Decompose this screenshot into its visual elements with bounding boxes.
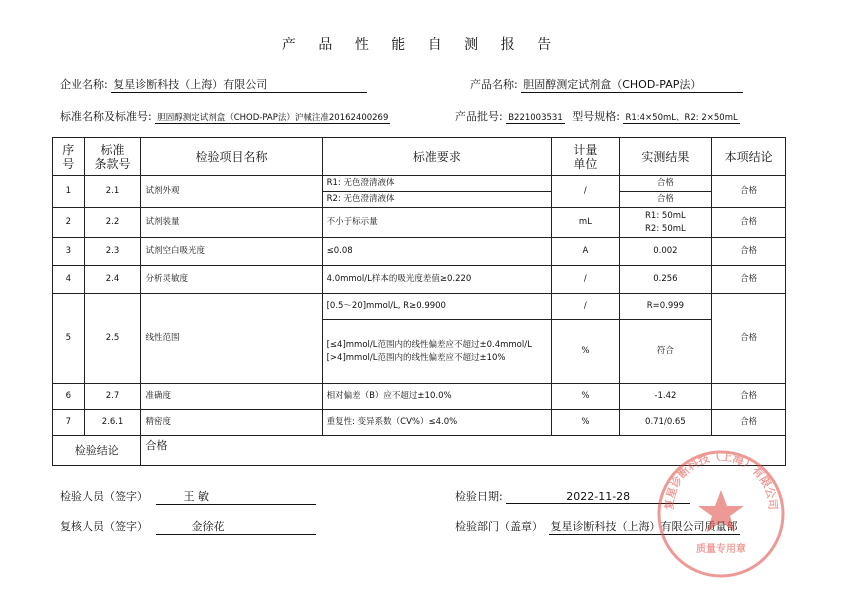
row-requirement: ≤0.08 [322, 238, 552, 266]
reviewer-label: 复核人员（签字） [60, 520, 148, 533]
reviewer-value: 金徐花 [156, 518, 316, 535]
header-item: 检验项目名称 [141, 138, 322, 176]
row-requirement: 4.0mmol/L样本的吸光度差值≥0.220 [322, 266, 552, 294]
row-conclusion: 合格 [712, 384, 786, 410]
table-row [53, 294, 786, 320]
row-clause: 2.5 [84, 294, 141, 384]
row-seq: 1 [53, 176, 85, 208]
table-row [53, 266, 786, 294]
header-requirement: 标准要求 [322, 138, 552, 176]
seal-sub-text: 质量专用章 [696, 544, 746, 555]
row-conclusion: 合格 [712, 238, 786, 266]
row-clause: 2.3 [84, 238, 141, 266]
row-clause: 2.1 [84, 176, 141, 208]
row-seq: 7 [53, 410, 85, 436]
row-requirement: 重复性: 变异系数（CV%）≤4.0% [322, 410, 552, 436]
header-seq: 序 号 [53, 138, 85, 176]
row-conclusion: 合格 [712, 294, 786, 384]
company-label: 企业名称: [60, 78, 108, 91]
row-item: 试剂外观 [141, 176, 322, 208]
batch-label: 产品批号: [455, 110, 503, 123]
conclusion-label: 检验结论 [53, 436, 141, 466]
row-seq: 2 [53, 208, 85, 238]
table-row [53, 176, 786, 208]
row-unit: / [552, 266, 619, 294]
seal-arc-text: 复星诊断科技（上海）有限公司 [662, 450, 780, 511]
row-conclusion: 合格 [712, 176, 786, 208]
product-label: 产品名称: [470, 78, 518, 91]
inspector-value: 王 敏 [156, 488, 316, 505]
row-seq: 3 [53, 238, 85, 266]
row-seq: 4 [53, 266, 85, 294]
row-requirement: [0.5～20]mmol/L, R≥0.9900 [322, 294, 552, 320]
row-result: 合格 合格 [619, 176, 712, 208]
table-row [53, 384, 786, 410]
seal-star-icon [698, 490, 744, 532]
row-result: R=0.999 [619, 294, 712, 320]
row-result: 0.71/0.65 [619, 410, 712, 436]
row-clause: 2.6.1 [84, 410, 141, 436]
row-item: 准确度 [141, 384, 322, 410]
conclusion-value: 合格 [141, 436, 786, 466]
date-value: 2022-11-28 [506, 490, 690, 504]
row-requirement: 相对偏差（B）应不超过±10.0% [322, 384, 552, 410]
row-result: 0.256 [619, 266, 712, 294]
product-value: 胆固醇测定试剂盒（CHOD-PAP法） [521, 76, 743, 93]
row-requirement: [≤4]mmol/L范围内的线性偏差应不超过±0.4mmol/L [>4]mmol/L范围内的线性偏差应不超过±10% [322, 320, 552, 384]
row-requirement: R1: 无色澄清液体 R2: 无色澄清液体 [322, 176, 552, 208]
standard-value: 胆固醇测定试剂盒（CHOD-PAP法）沪械注准20162400269 [157, 113, 389, 123]
date-label: 检验日期: [455, 490, 503, 503]
batch-line [455, 108, 740, 124]
row-item: 试剂空白吸光度 [141, 238, 322, 266]
row-unit: A [552, 238, 619, 266]
row-unit: mL [552, 208, 619, 238]
row-requirement: 不小于标示量 [322, 208, 552, 238]
company-value: 复星诊断科技（上海）有限公司 [111, 76, 367, 93]
batch-value: B221003531 [508, 113, 563, 123]
row-item: 精密度 [141, 410, 322, 436]
table-row [53, 410, 786, 436]
header-unit: 计量 单位 [552, 138, 619, 176]
row-seq: 6 [53, 384, 85, 410]
row-conclusion: 合格 [712, 266, 786, 294]
product-line [470, 76, 743, 93]
reviewer-line [60, 518, 316, 535]
spec-value: R1:4×50mL、R2: 2×50mL [625, 113, 738, 123]
spec-label: 型号规格: [572, 110, 620, 123]
row-conclusion: 合格 [712, 410, 786, 436]
standard-label: 标准名称及标准号: [60, 110, 152, 123]
company-seal-stamp [655, 448, 787, 580]
row-item: 分析灵敏度 [141, 266, 322, 294]
row-conclusion: 合格 [712, 208, 786, 238]
report-title: 产 品 性 能 自 测 报 告 [281, 37, 561, 53]
row-clause: 2.2 [84, 208, 141, 238]
standard-line [60, 108, 390, 124]
row-clause: 2.7 [84, 384, 141, 410]
table-row [53, 238, 786, 266]
row-seq: 5 [53, 294, 85, 384]
inspector-label: 检验人员（签字） [60, 490, 148, 503]
inspector-line [60, 488, 316, 505]
dept-value: 复星诊断科技（上海）有限公司质量部 [550, 520, 738, 533]
row-result: 0.002 [619, 238, 712, 266]
table-row [53, 208, 786, 238]
row-item: 试剂装量 [141, 208, 322, 238]
header-conclusion: 本项结论 [712, 138, 786, 176]
table-header-row [53, 138, 786, 176]
row-unit: % [552, 320, 619, 384]
results-table [52, 137, 786, 466]
row-result: R1: 50mL R2: 50mL [619, 208, 712, 238]
row-unit: % [552, 410, 619, 436]
row-unit: % [552, 384, 619, 410]
row-unit: / [552, 294, 619, 320]
row-result: -1.42 [619, 384, 712, 410]
company-line [60, 76, 367, 93]
row-item: 线性范围 [141, 294, 322, 384]
row-clause: 2.4 [84, 266, 141, 294]
header-result: 实测结果 [619, 138, 712, 176]
row-result: 符合 [619, 320, 712, 384]
header-clause: 标准 条款号 [84, 138, 141, 176]
row-unit: / [552, 176, 619, 208]
dept-label: 检验部门（盖章） [455, 520, 543, 533]
